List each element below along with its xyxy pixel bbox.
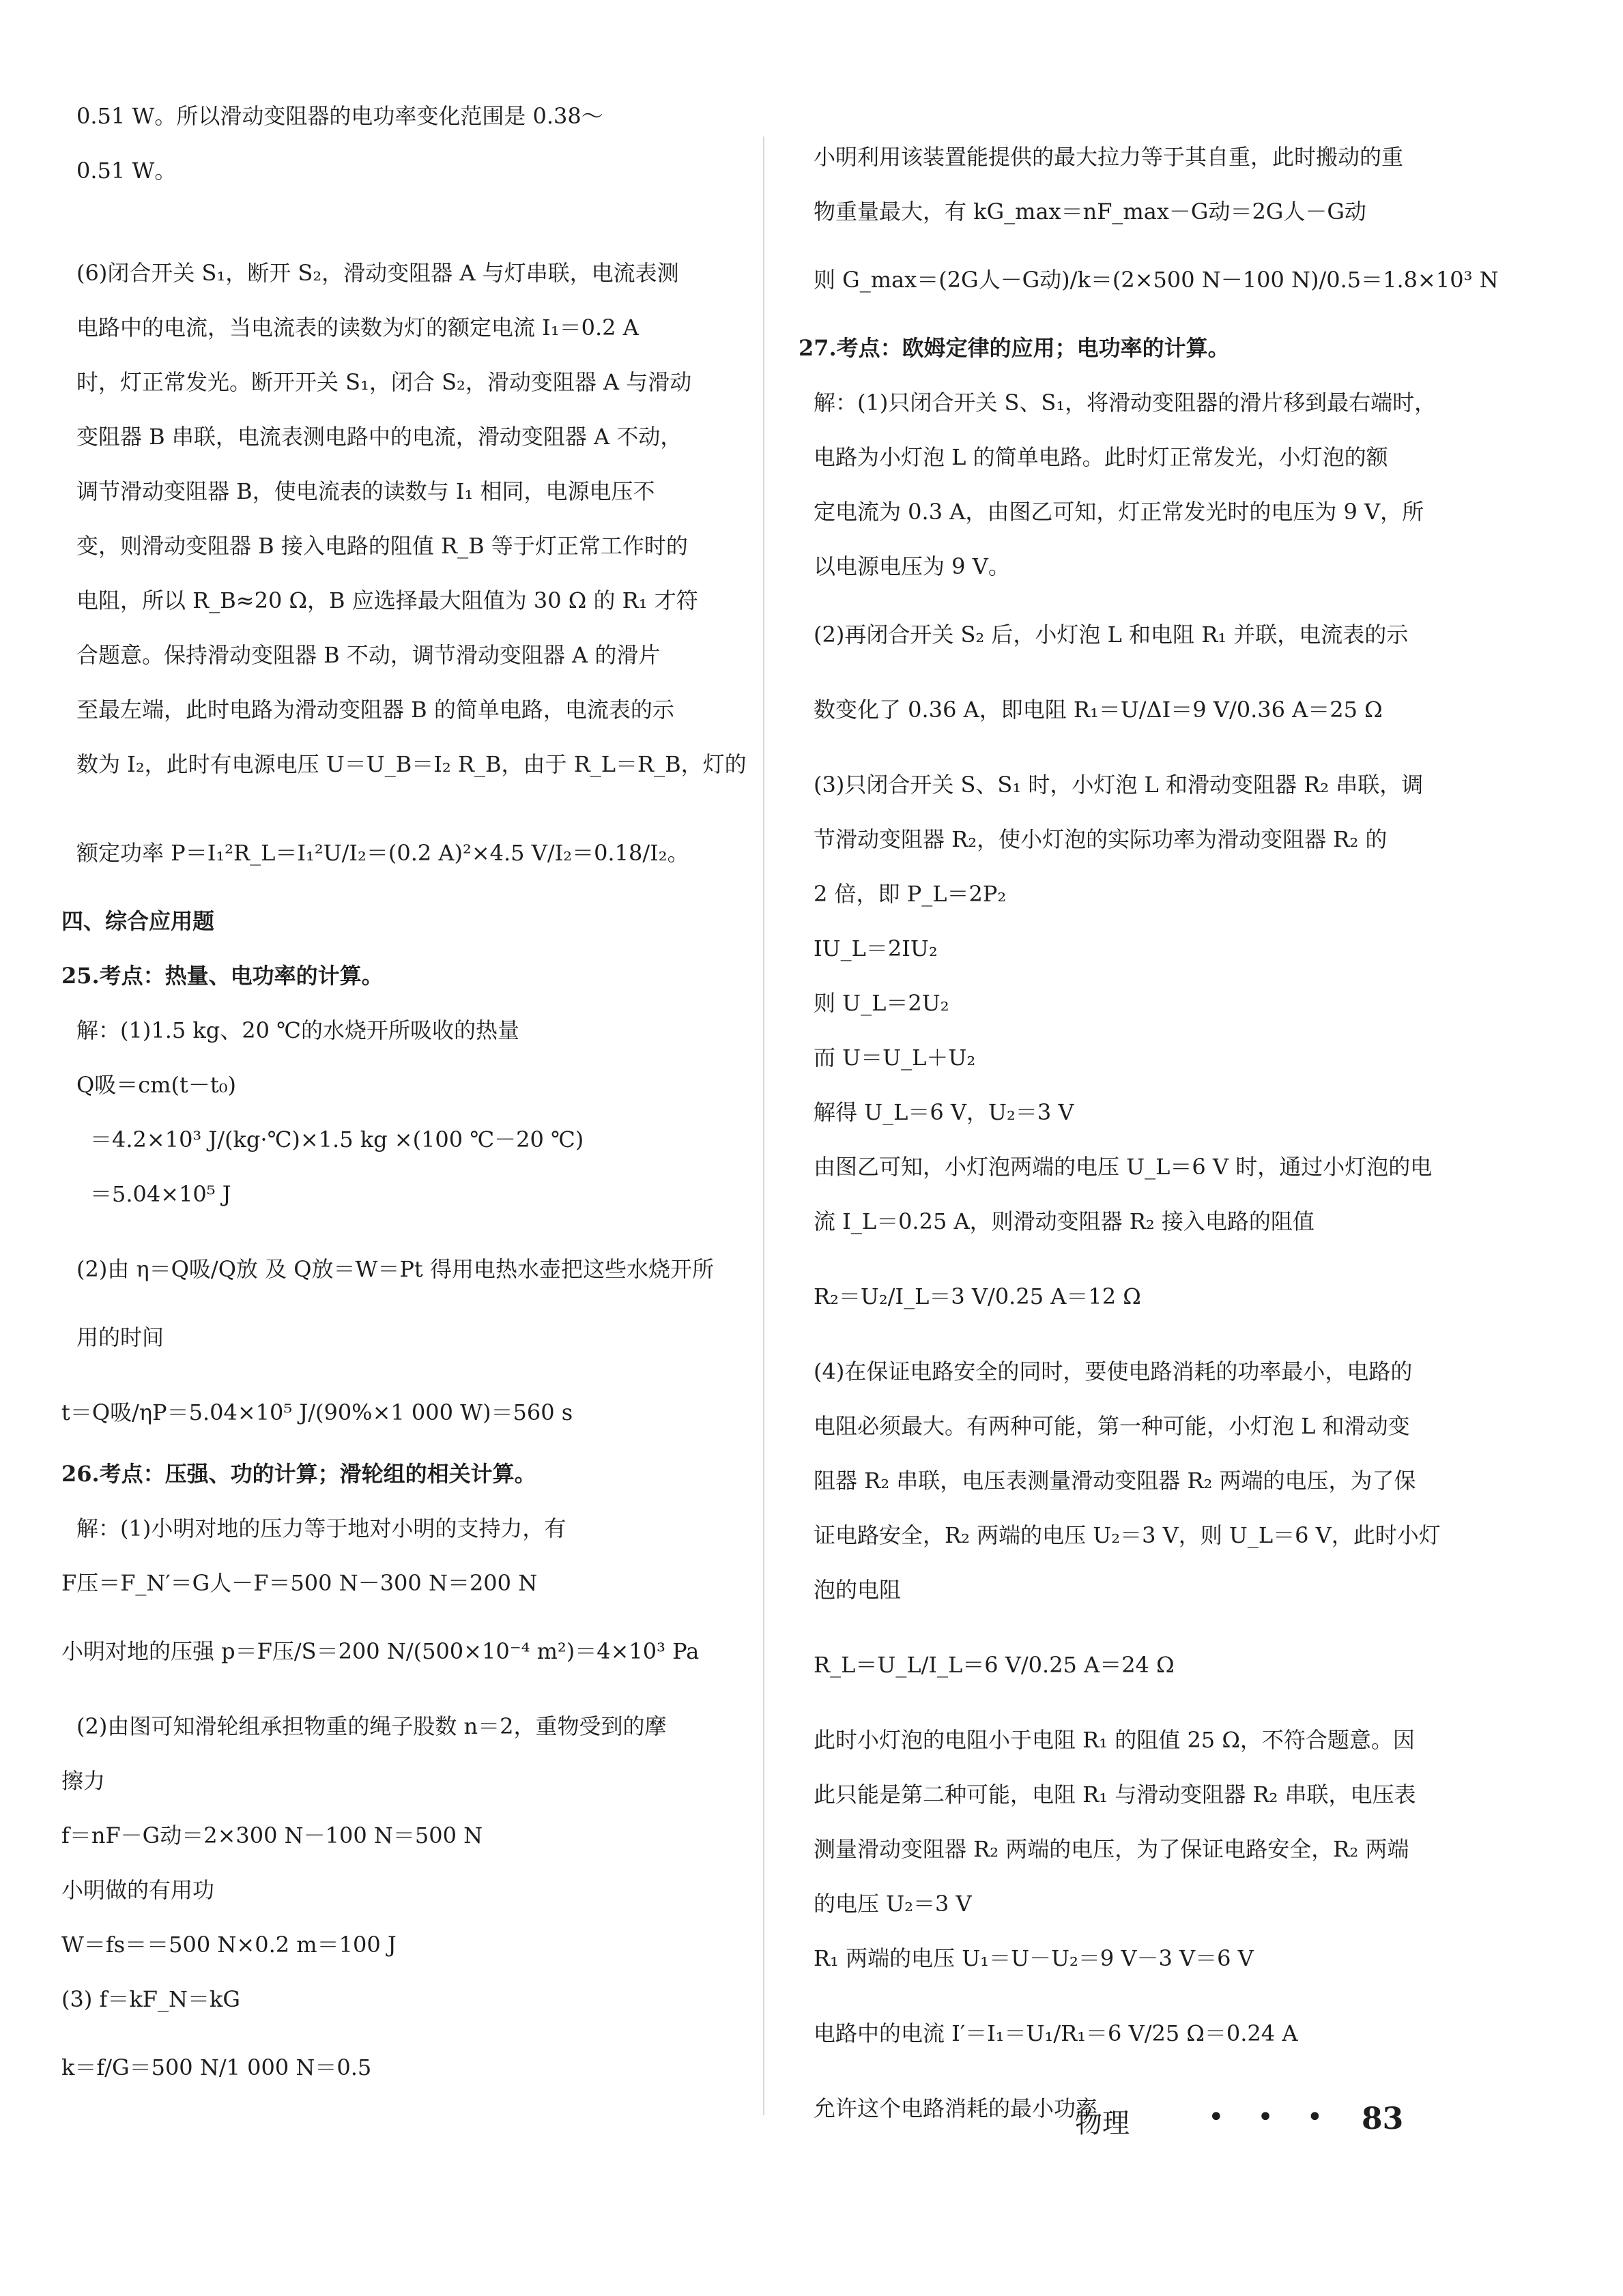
left-text-line: 小明对地的压强 p＝F压/S＝200 N/(500×10⁻⁴ m²)＝4×10³ Pa: [61, 1638, 700, 1664]
right-text-line: 阻器 R₂ 串联，电压表测量滑动变阻器 R₂ 两端的电压，为了保: [814, 1468, 1416, 1494]
right-text-line: R_L＝U_L/I_L＝6 V/0.25 A＝24 Ω: [814, 1652, 1175, 1678]
left-text-line: (3) f＝kF_N＝kG: [61, 1986, 240, 2012]
left-text-line: 四、综合应用题: [61, 908, 215, 934]
right-text-line: R₁ 两端的电压 U₁＝U－U₂＝9 V－3 V＝6 V: [814, 1945, 1254, 1971]
left-text-line: Q吸＝cm(t－t₀): [76, 1072, 237, 1098]
right-text-line: 此只能是第二种可能，电阻 R₁ 与滑动变阻器 R₂ 串联，电压表: [814, 1782, 1416, 1807]
right-text-line: 物重量最大，有 kG_max＝nF_max－G动＝2G人－G动: [814, 199, 1366, 224]
right-text-line: 节滑动变阻器 R₂，使小灯泡的实际功率为滑动变阻器 R₂ 的: [814, 826, 1388, 852]
right-text-line: 以电源电压为 9 V。: [814, 553, 1010, 579]
left-text-line: F压＝F_N′＝G人－F＝500 N－300 N＝200 N: [61, 1570, 538, 1596]
left-text-line: k＝f/G＝500 N/1 000 N＝0.5: [61, 2054, 372, 2080]
right-text-line: 则 G_max＝(2G人－G动)/k＝(2×500 N－100 N)/0.5＝1.8×10³ N: [814, 267, 1499, 293]
left-text-line: (6)闭合开关 S₁，断开 S₂，滑动变阻器 A 与灯串联，电流表测: [76, 260, 679, 286]
left-text-line: 用的时间: [76, 1324, 164, 1350]
footer-subject: 物理: [1075, 2108, 1130, 2139]
right-text-line: 证电路安全，R₂ 两端的电压 U₂＝3 V，则 U_L＝6 V，此时小灯: [814, 1522, 1441, 1548]
left-text-line: 0.51 W。所以滑动变阻器的电功率变化范围是 0.38～: [76, 103, 603, 129]
right-text-line: 解得 U_L＝6 V，U₂＝3 V: [814, 1099, 1074, 1125]
right-text-line: (2)再闭合开关 S₂ 后，小灯泡 L 和电阻 R₁ 并联，电流表的示: [814, 622, 1409, 648]
right-text-line: R₂＝U₂/I_L＝3 V/0.25 A＝12 Ω: [814, 1283, 1141, 1309]
right-text-line: 测量滑动变阻器 R₂ 两端的电压，为了保证电路安全，R₂ 两端: [814, 1836, 1409, 1862]
left-text-line: 解：(1)小明对地的压力等于地对小明的支持力，有: [76, 1515, 566, 1541]
left-text-line: (2)由 η＝Q吸/Q放 及 Q放＝W＝Pt 得用电热水壶把这些水烧开所: [76, 1256, 714, 1282]
left-text-line: f＝nF－G动＝2×300 N－100 N＝500 N: [61, 1822, 483, 1848]
left-text-line: 时，灯正常发光。断开开关 S₁，闭合 S₂，滑动变阻器 A 与滑动: [76, 369, 692, 395]
right-text-line: 此时小灯泡的电阻小于电阻 R₁ 的阻值 25 Ω，不符合题意。因: [814, 1727, 1415, 1753]
right-text-line: 流 I_L＝0.25 A，则滑动变阻器 R₂ 接入电路的阻值: [814, 1208, 1315, 1234]
right-text-line: 电路为小灯泡 L 的简单电路。此时灯正常发光，小灯泡的额: [814, 444, 1388, 470]
right-text-line: 泡的电阻: [814, 1577, 902, 1603]
left-text-line: 合题意。保持滑动变阻器 B 不动，调节滑动变阻器 A 的滑片: [76, 642, 661, 668]
left-text-line: 0.51 W。: [76, 158, 177, 184]
left-text-line: W＝fs＝＝500 N×0.2 m＝100 J: [61, 1932, 397, 1958]
left-text-line: 电路中的电流，当电流表的读数为灯的额定电流 I₁＝0.2 A: [76, 315, 639, 340]
left-text-line: 额定功率 P＝I₁²R_L＝I₁²U/I₂＝(0.2 A)²×4.5 V/I₂＝0.18/I₂。: [76, 840, 689, 866]
left-text-line: t＝Q吸/ηP＝5.04×10⁵ J/(90%×1 000 W)＝560 s: [61, 1399, 573, 1425]
right-text-line: 由图乙可知，小灯泡两端的电压 U_L＝6 V 时，通过小灯泡的电: [814, 1154, 1433, 1180]
right-text-line: (3)只闭合开关 S、S₁ 时，小灯泡 L 和滑动变阻器 R₂ 串联，调: [814, 772, 1424, 798]
page-number: 83: [1362, 2102, 1404, 2136]
right-text-line: 数变化了 0.36 A，即电阻 R₁＝U/ΔI＝9 V/0.36 A＝25 Ω: [814, 697, 1383, 723]
right-text-line: 的电压 U₂＝3 V: [814, 1891, 972, 1917]
left-text-line: 小明做的有用功: [61, 1877, 215, 1903]
left-text-line: 变，则滑动变阻器 B 接入电路的阻值 R_B 等于灯正常工作时的: [76, 533, 688, 559]
right-text-line: 2 倍，即 P_L＝2P₂: [814, 881, 1007, 907]
right-text-line: (4)在保证电路安全的同时，要使电路消耗的功率最小，电路的: [814, 1358, 1413, 1384]
left-text-line: ＝4.2×10³ J/(kg·℃)×1.5 kg ×(100 ℃－20 ℃): [90, 1127, 584, 1152]
right-text-line: 解：(1)只闭合开关 S、S₁，将滑动变阻器的滑片移到最右端时，: [814, 390, 1437, 416]
right-text-line: 定电流为 0.3 A，由图乙可知，灯正常发光时的电压为 9 V，所: [814, 499, 1424, 525]
footer-dots: • • •: [1208, 2102, 1336, 2133]
right-text-line: 27.考点：欧姆定律的应用；电功率的计算。: [799, 335, 1230, 361]
left-text-line: 擦力: [61, 1768, 106, 1794]
left-text-line: 26.考点：压强、功的计算；滑轮组的相关计算。: [61, 1461, 536, 1487]
right-text-line: 允许这个电路消耗的最小功率: [814, 2095, 1098, 2121]
left-text-line: 至最左端，此时电路为滑动变阻器 B 的简单电路，电流表的示: [76, 697, 674, 723]
left-text-line: (2)由图可知滑轮组承担物重的绳子股数 n＝2，重物受到的摩: [76, 1713, 667, 1739]
left-text-line: 调节滑动变阻器 B，使电流表的读数与 I₁ 相同，电源电压不: [76, 478, 655, 504]
left-text-line: 电阻，所以 R_B≈20 Ω，B 应选择最大阻值为 30 Ω 的 R₁ 才符: [76, 587, 698, 613]
left-text-line: 数为 I₂，此时有电源电压 U＝U_B＝I₂ R_B，由于 R_L＝R_B，灯的: [76, 751, 747, 777]
right-text-line: 则 U_L＝2U₂: [814, 990, 949, 1016]
right-text-line: 小明利用该装置能提供的最大拉力等于其自重，此时搬动的重: [814, 144, 1404, 170]
left-text-line: 解：(1)1.5 kg、20 ℃的水烧开所吸收的热量: [76, 1017, 519, 1043]
right-text-line: 电阻必须最大。有两种可能，第一种可能，小灯泡 L 和滑动变: [814, 1413, 1410, 1439]
right-text-line: 而 U＝U_L＋U₂: [814, 1045, 976, 1071]
column-divider: [763, 136, 764, 2115]
right-text-line: 电路中的电流 I′＝I₁＝U₁/R₁＝6 V/25 Ω＝0.24 A: [814, 2020, 1298, 2046]
right-text-line: IU_L＝2IU₂: [814, 935, 938, 961]
left-text-line: ＝5.04×10⁵ J: [90, 1181, 231, 1207]
left-text-line: 25.考点：热量、电功率的计算。: [61, 963, 384, 989]
left-text-line: 变阻器 B 串联，电流表测电路中的电流，滑动变阻器 A 不动，: [76, 424, 683, 450]
